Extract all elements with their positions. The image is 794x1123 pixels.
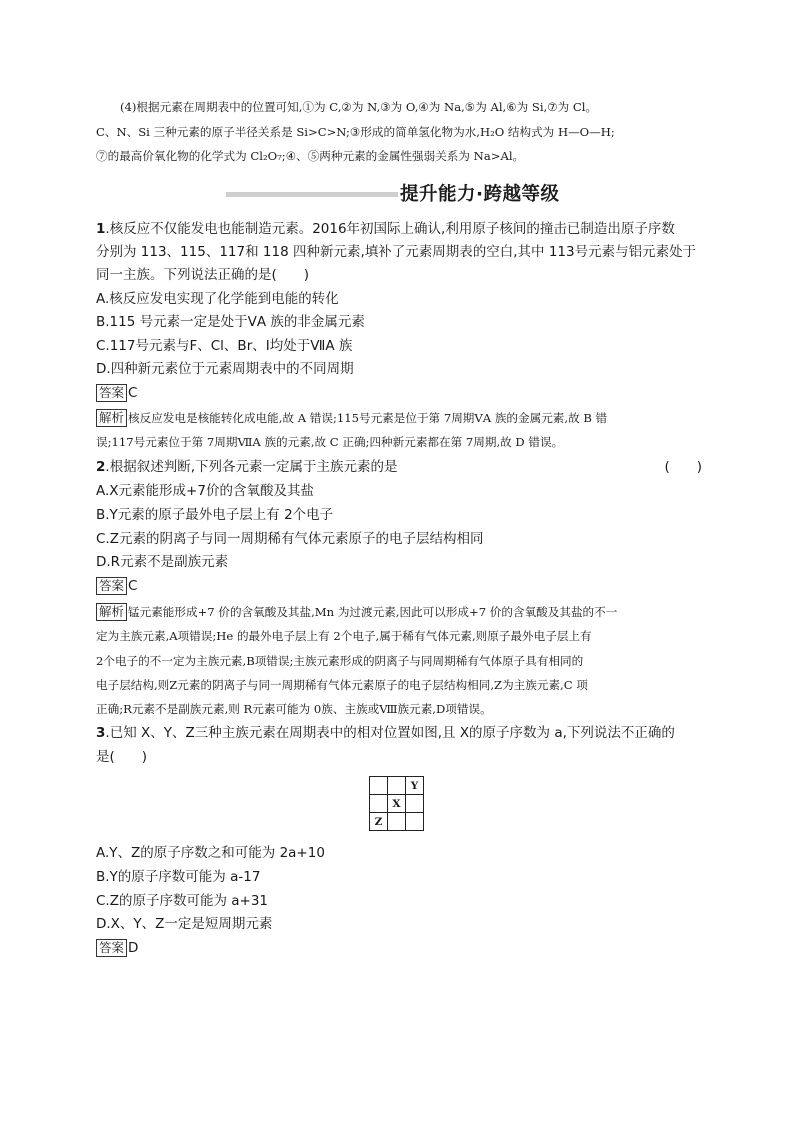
q1-stem-text-1: .核反应不仅能发电也能制造元素。2016年初国际上确认,利用原子核间的撞击已制造出原子序数 bbox=[105, 221, 675, 237]
section-heading-bar bbox=[226, 192, 398, 197]
q1-stem-line-2: 分别为 113、115、117和 118 四种新元素,填补了元素周期表的空白,其中 113号元素与铝元素处于 bbox=[96, 244, 697, 260]
periodic-position-grid bbox=[369, 776, 424, 831]
q1-analysis-line-1 bbox=[96, 407, 702, 430]
q1-answer-value: C bbox=[128, 385, 138, 401]
q2-answer-label: 答案 bbox=[96, 577, 127, 595]
grid-cell bbox=[388, 777, 406, 795]
q1-option-b: B.115 号元素一定是处于ⅤA 族的非金属元素 bbox=[96, 314, 365, 330]
q1-stem-line-1 bbox=[96, 218, 702, 241]
q3-stem-line-2: 是( ) bbox=[96, 749, 148, 765]
q3-option-c: C.Z的原子序数可能为 a+31 bbox=[96, 893, 269, 909]
grid-cell-z: Z bbox=[370, 813, 388, 831]
q1-stem-line-3: 同一主族。下列说法正确的是( ) bbox=[96, 267, 310, 283]
q2-answer-paren: ( ) bbox=[664, 459, 702, 475]
q2-stem-line bbox=[96, 456, 702, 479]
q3-stem-line-1 bbox=[96, 722, 702, 745]
q2-option-b: B.Y元素的原子最外电子层上有 2个电子 bbox=[96, 507, 334, 523]
q3-answer-value: D bbox=[128, 940, 139, 956]
q2-option-a: A.X元素能形成+7价的含氧酸及其盐 bbox=[96, 483, 314, 499]
q1-analysis-line-2: 误;117号元素位于第 7周期ⅦA 族的元素,故 C 正确;四种新元素都在第 7周期,故 D 错误。 bbox=[96, 435, 564, 449]
grid-cell bbox=[370, 795, 388, 813]
section-heading-text: 提升能力·跨越等级 bbox=[400, 184, 560, 205]
q2-analysis-line-1 bbox=[96, 601, 702, 624]
q1-option-a: A.核反应发电实现了化学能到电能的转化 bbox=[96, 291, 339, 307]
q2-analysis-line-2: 定为主族元素,A项错误;He 的最外电子层上有 2个电子,属于稀有气体元素,则原子最外电子层上有 bbox=[96, 629, 592, 643]
q3-option-d: D.X、Y、Z一定是短周期元素 bbox=[96, 916, 273, 932]
q3-stem-text-1: .已知 X、Y、Z三种主族元素在周期表中的相对位置如图,且 X的原子序数为 a,下列说法不正确的 bbox=[105, 725, 675, 741]
q1-number: 1 bbox=[96, 221, 106, 237]
grid-cell bbox=[370, 777, 388, 795]
q2-answer bbox=[96, 575, 702, 598]
q3-number: 3 bbox=[96, 725, 106, 741]
q1-analysis-label: 解析 bbox=[96, 409, 127, 427]
grid-cell bbox=[388, 813, 406, 831]
intro-line-2: C、N、Si 三种元素的原子半径关系是 Si>C>N;③形成的简单氢化物为水,H₂O 结构式为 H—O—H; bbox=[96, 125, 615, 139]
grid-cell-x: X bbox=[388, 795, 406, 813]
q2-analysis-line-3: 2个电子的不一定为主族元素,B项错误;主族元素形成的阴离子与同周期稀有气体原子具有相同的 bbox=[96, 654, 584, 668]
q2-stem-text: .根据叙述判断,下列各元素一定属于主族元素的是 bbox=[105, 459, 398, 475]
section-heading bbox=[226, 178, 716, 210]
q3-answer-label: 答案 bbox=[96, 939, 127, 957]
q1-answer-label: 答案 bbox=[96, 384, 127, 402]
grid-cell bbox=[406, 795, 424, 813]
q3-option-b: B.Y的原子序数可能为 a-17 bbox=[96, 869, 261, 885]
q1-answer bbox=[96, 382, 702, 405]
intro-line-1: (4)根据元素在周期表中的位置可知,①为 C,②为 N,③为 O,④为 Na,⑤为 Al,⑥为 Si,⑦为 Cl。 bbox=[120, 100, 598, 114]
q3-answer bbox=[96, 937, 702, 960]
q2-number: 2 bbox=[96, 459, 106, 475]
q1-analysis-text-1: 核反应发电是核能转化成电能,故 A 错误;115号元素是位于第 7周期ⅤA 族的金属元素,故 B 错 bbox=[128, 411, 608, 425]
q3-option-a: A.Y、Z的原子序数之和可能为 2a+10 bbox=[96, 845, 325, 861]
intro-line-3: ⑦的最高价氧化物的化学式为 Cl₂O₇;④、⑤两种元素的金属性强弱关系为 Na>Al。 bbox=[96, 149, 525, 163]
q1-option-c: C.117号元素与F、Cl、Br、I均处于ⅦA 族 bbox=[96, 338, 353, 354]
q2-analysis-line-4: 电子层结构,则Z元素的阴离子与同一周期稀有气体元素原子的电子层结构相同,Z为主族元素,C 项 bbox=[96, 678, 588, 692]
grid-cell-y: Y bbox=[406, 777, 424, 795]
q2-option-c: C.Z元素的阴离子与同一周期稀有气体元素原子的电子层结构相同 bbox=[96, 531, 484, 547]
q2-analysis-text-1: 锰元素能形成+7 价的含氧酸及其盐,Mn 为过渡元素,因此可以形成+7 价的含氧酸及其盐的不一 bbox=[128, 605, 618, 619]
q2-option-d: D.R元素不是副族元素 bbox=[96, 554, 229, 570]
grid-cell bbox=[406, 813, 424, 831]
q2-analysis-line-5: 正确;R元素不是副族元素,则 R元素可能为 0族、主族或Ⅷ族元素,D项错误。 bbox=[96, 702, 492, 716]
q2-answer-value: C bbox=[128, 578, 138, 594]
q1-option-d: D.四种新元素位于元素周期表中的不同周期 bbox=[96, 361, 354, 377]
q2-analysis-label: 解析 bbox=[96, 603, 127, 621]
